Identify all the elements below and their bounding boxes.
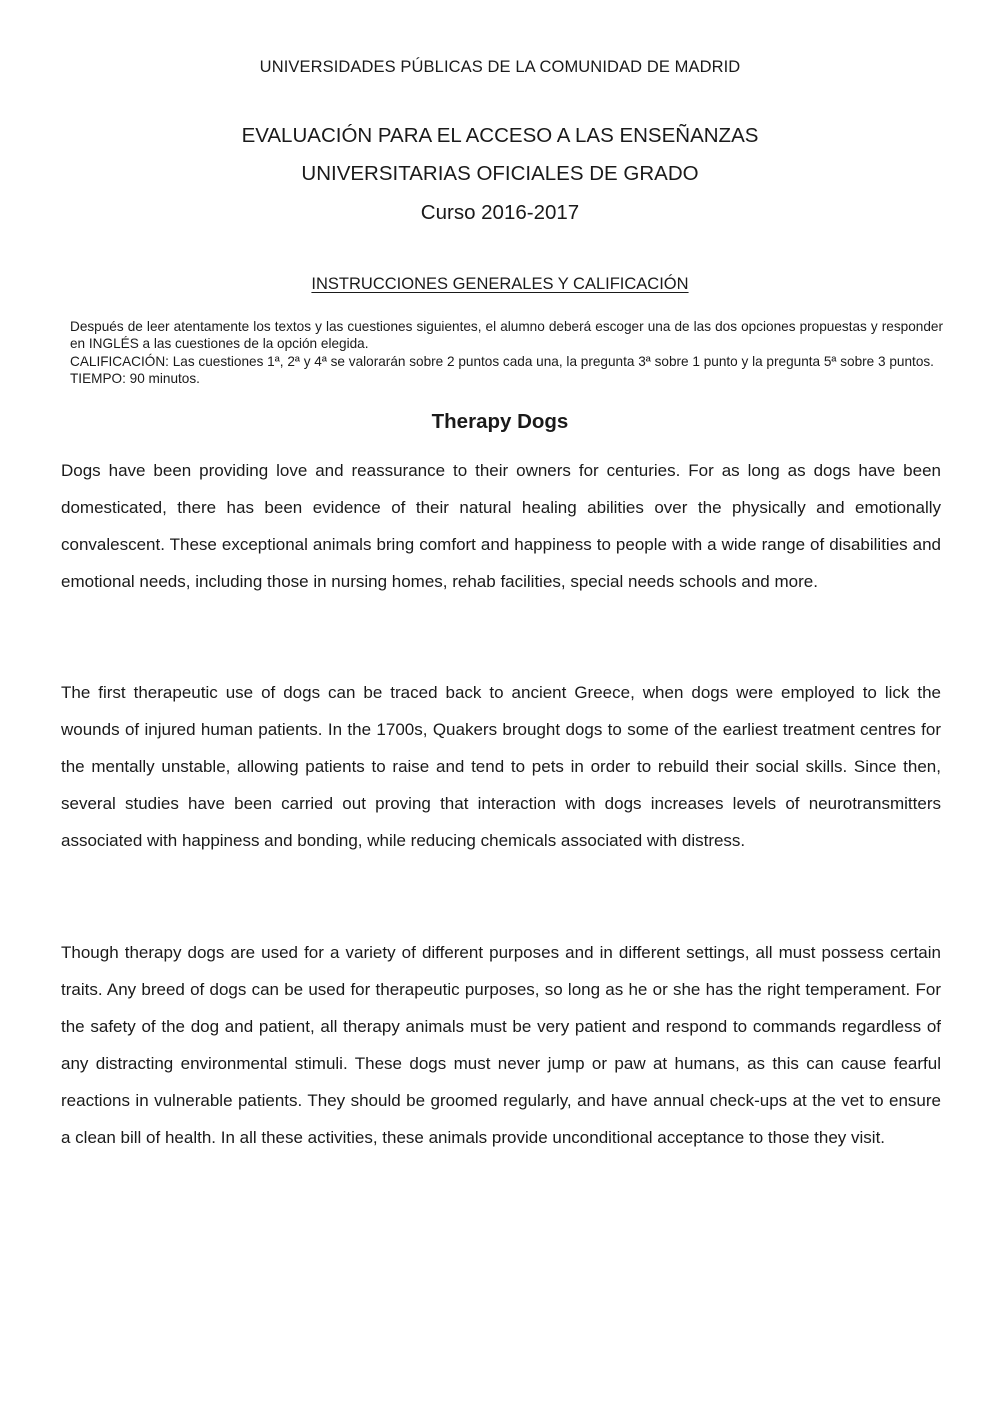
university-heading: UNIVERSIDADES PÚBLICAS DE LA COMUNIDAD DE MADRID: [259, 58, 741, 76]
article-paragraph-1: Dogs have been providing love and reassurance to their owners for centuries. For as long as dogs have been domesticated, there has been evidence of their natural healing abilities over the physically and emotionally convalescent. These exceptional animals bring comfort and happiness to people with a wide range of disabilities and emotional needs, including those in nursing homes, rehab facilities, special needs schools and more.: [61, 461, 941, 591]
instructions-title: INSTRUCCIONES GENERALES Y CALIFICACIÓN: [311, 275, 689, 293]
article-title: Therapy Dogs: [431, 410, 569, 433]
instructions-block: [70, 318, 943, 387]
evaluation-title-line2: UNIVERSITARIAS OFICIALES DE GRADO: [301, 162, 699, 185]
article-paragraph-3: Though therapy dogs are used for a variety of different purposes and in different settings, all must possess certain traits. Any breed of dogs can be used for therapeutic purposes, so long as he or she has the right temperament. For the safety of the dog and patient, all therapy animals must be very patient and respond to commands regardless of any distracting environmental stimuli. These dogs must never jump or paw at humans, as this can cause fearful reactions in vulnerable patients. They should be groomed regularly, and have annual check-ups at the vet to ensure a clean bill of health. In all these activities, these animals provide unconditional acceptance to those they visit.: [61, 943, 941, 1147]
instructions-time: TIEMPO: 90 minutos.: [70, 370, 200, 386]
article-paragraph-2: The first therapeutic use of dogs can be traced back to ancient Greece, when dogs were employed to lick the wounds of injured human patients. In the 1700s, Quakers brought dogs to some of the earliest treatment centres for the mentally unstable, allowing patients to raise and tend to pets in order to rebuild their social skills. Since then, several studies have been carried out proving that interaction with dogs increases levels of neurotransmitters associated with happiness and bonding, while reducing chemicals associated with distress.: [61, 683, 941, 850]
instructions-general: Después de leer atentamente los textos y las cuestiones siguientes, el alumno deberá escoger una de las dos opciones propuestas y responder en INGLÉS a las cuestiones de la opción elegida.: [70, 319, 943, 352]
course-year: Curso 2016-2017: [420, 201, 580, 224]
instructions-grading: CALIFICACIÓN: Las cuestiones 1ª, 2ª y 4ª se valorarán sobre 2 puntos cada una, la pregunta 3ª sobre 1 punto y la pregunta 5ª sobre 3 puntos.: [70, 353, 934, 369]
evaluation-title-line1: EVALUACIÓN PARA EL ACCESO A LAS ENSEÑANZAS: [241, 124, 759, 147]
